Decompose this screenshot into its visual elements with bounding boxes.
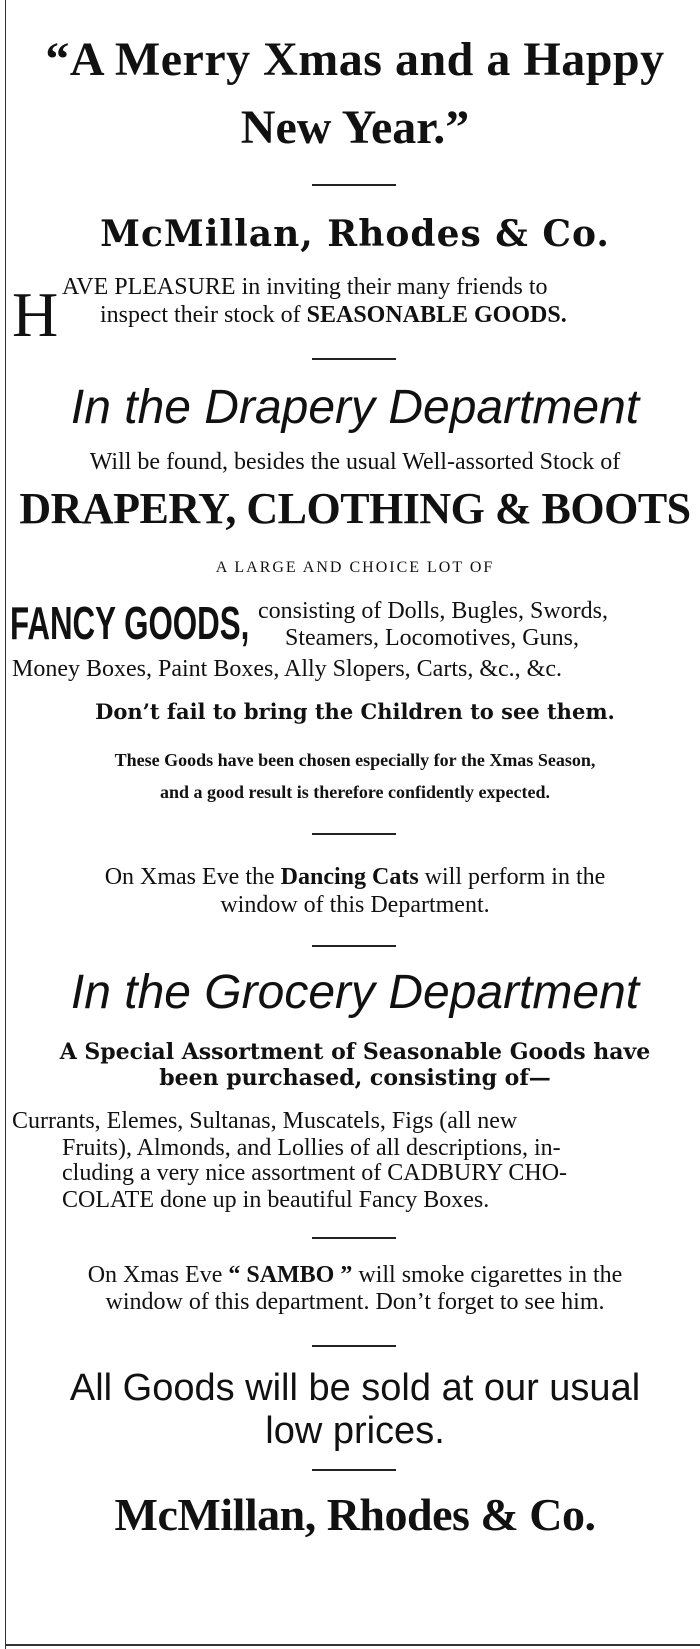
- signature: McMillan, Rhodes & Co.: [114, 1489, 596, 1540]
- drapery-heading: In the Drapery Department: [70, 381, 640, 434]
- drapery-sublead: A LARGE AND CHOICE LOT OF: [215, 559, 495, 576]
- headline-line-1: “A Merry Xmas and a Happy: [45, 33, 665, 86]
- headline-line-2: New Year.”: [240, 101, 470, 154]
- sambo-emphasis: “ SAMBO ”: [228, 1262, 353, 1288]
- grocery-eve-text-c: will smoke cigarettes in the: [352, 1262, 623, 1288]
- separator-rule: [312, 1469, 396, 1471]
- bottom-border-rule: [5, 1644, 700, 1646]
- firm-banner: McMillan, Rhodes & Co.: [100, 213, 610, 255]
- intro-line-1-text: AVE PLEASURE in inviting their many friends to: [62, 274, 548, 300]
- grocery-eve-line-1: [10, 1260, 700, 1290]
- dancing-cats-emphasis: Dancing Cats: [280, 864, 419, 890]
- grocery-lead-line-2: been purchased, consisting of—: [159, 1065, 551, 1091]
- season-note-line-1: These Goods have been chosen especially for the Xmas Season,: [114, 750, 596, 770]
- separator-rule: [312, 945, 396, 947]
- children-note: Don’t fail to bring the Children to see them.: [95, 699, 615, 724]
- drapery-lead: Will be found, besides the usual Well-assorted Stock of: [89, 449, 621, 475]
- grocery-list-line-1: Currants, Elemes, Sultanas, Muscatels, Figs (all new: [12, 1108, 518, 1134]
- separator-rule: [312, 833, 396, 835]
- prices-line-2: low prices.: [265, 1410, 445, 1452]
- grocery-lead-line-1: A Special Assortment of Seasonable Goods have: [59, 1039, 651, 1065]
- grocery-heading: In the Grocery Department: [70, 966, 640, 1019]
- fancy-goods-line-2: Steamers, Locomotives, Guns,: [285, 625, 579, 651]
- separator-rule: [312, 1345, 396, 1347]
- drapery-eve-line-1: [10, 862, 700, 892]
- drapery-eve-line-2: window of this Department.: [220, 892, 490, 918]
- drop-cap-letter: H: [12, 279, 59, 350]
- drapery-eve-text-a: On Xmas Eve the: [104, 864, 281, 890]
- intro-line-1: [62, 272, 682, 302]
- drapery-title: DRAPERY, CLOTHING & BOOTS: [19, 484, 691, 533]
- fancy-goods-title: FANCY GOODS,: [10, 597, 250, 649]
- grocery-eve-line-2: window of this department. Don’t forget to see him.: [105, 1289, 605, 1315]
- fancy-goods-line-1: consisting of Dolls, Bugles, Swords,: [258, 598, 609, 624]
- season-note-line-2: and a good result is therefore confidently expected.: [160, 782, 550, 802]
- grocery-eve-text-a: On Xmas Eve: [87, 1262, 229, 1288]
- intro-line-2: [100, 300, 690, 330]
- separator-rule: [312, 1237, 396, 1239]
- prices-line-1: All Goods will be sold at our usual: [69, 1367, 641, 1409]
- grocery-list-line-4: COLATE done up in beautiful Fancy Boxes.: [62, 1187, 490, 1213]
- left-border-rule: [5, 0, 6, 1649]
- separator-rule: [312, 184, 396, 186]
- seasonable-goods-emphasis: SEASONABLE GOODS.: [306, 302, 567, 328]
- intro-line-2-text: inspect their stock of: [100, 302, 307, 328]
- fancy-goods-line-3: Money Boxes, Paint Boxes, Ally Slopers, Carts, &c., &c.: [12, 656, 562, 682]
- separator-rule: [312, 358, 396, 360]
- grocery-list-line-2: Fruits), Almonds, and Lollies of all descriptions, in-: [62, 1135, 561, 1161]
- drapery-eve-text-c: will perform in the: [418, 864, 606, 890]
- grocery-list-line-3: cluding a very nice assortment of CADBURY CHO-: [62, 1160, 568, 1186]
